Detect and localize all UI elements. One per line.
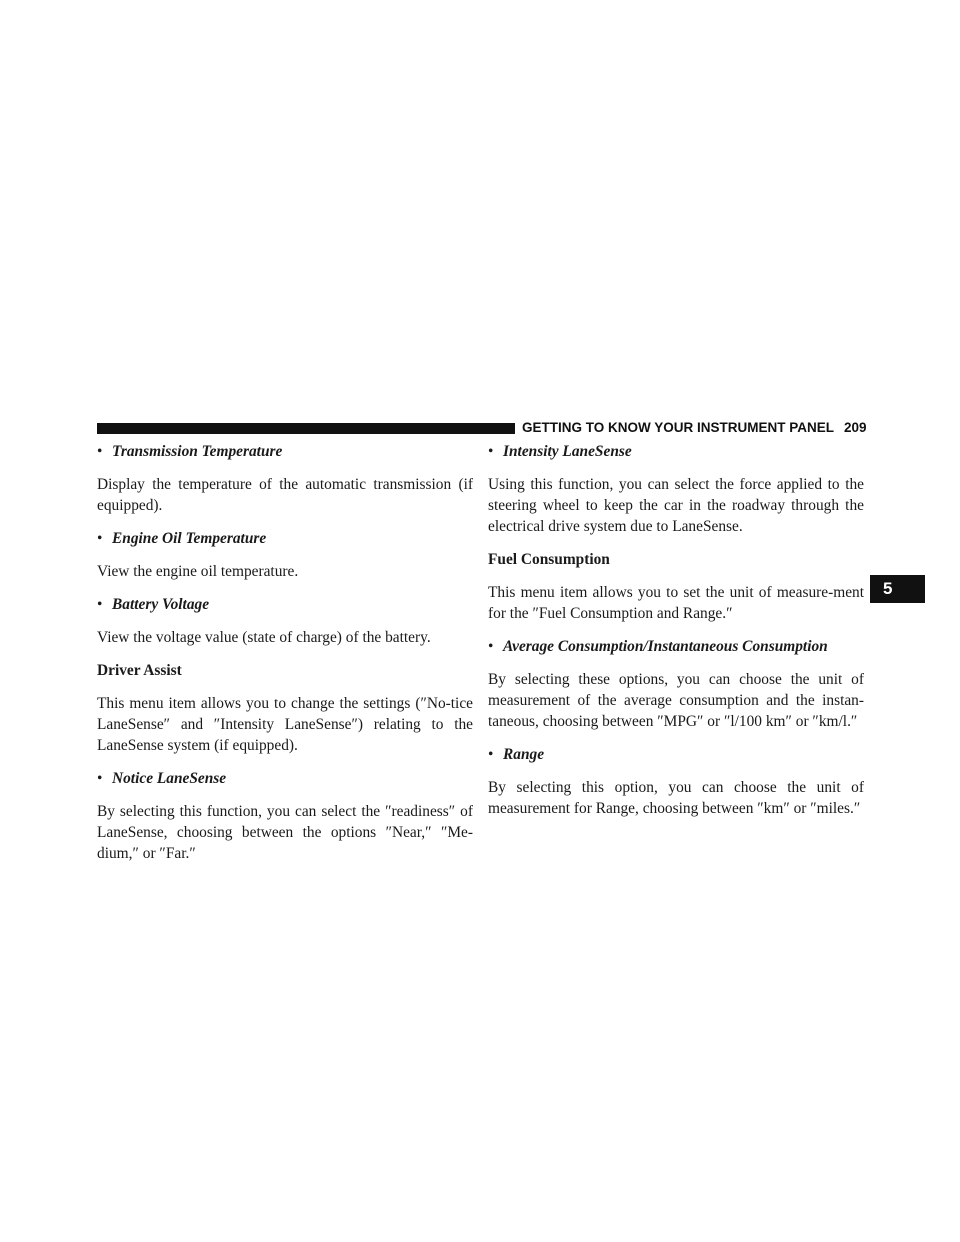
bullet-text: Intensity LaneSense: [503, 443, 632, 460]
header-title: GETTING TO KNOW YOUR INSTRUMENT PANEL: [522, 420, 835, 435]
left-paragraph: By selecting this function, you can select the ″readiness″ of LaneSense, choosing between the options ″Near,″ ″Me-dium,″ or ″Far.″: [97, 803, 473, 862]
running-header: [522, 419, 867, 437]
bullet-dot: •: [488, 746, 494, 763]
left-section-heading: Driver Assist: [97, 662, 182, 679]
right-paragraph: By selecting this option, you can choose the unit of measurement for Range, choosing between ″km″ or ″miles.″: [488, 779, 864, 817]
bullet-dot: •: [488, 638, 494, 655]
header-rule: [97, 423, 515, 434]
bullet-text: Average Consumption/Instantaneous Consumption: [503, 638, 828, 655]
left-bullet-item: [97, 441, 473, 462]
right-bullet-item: [488, 744, 864, 765]
left-paragraph: Display the temperature of the automatic transmission (if equipped).: [97, 476, 473, 514]
bullet-text: Transmission Temperature: [112, 443, 283, 460]
bullet-text: Battery Voltage: [112, 596, 210, 613]
bullet-dot: •: [97, 596, 103, 613]
bullet-dot: •: [97, 443, 103, 460]
left-paragraph: This menu item allows you to change the settings (″No-tice LaneSense″ and ″Intensity LaneSense″) relating to the LaneSense system (if equipped).: [97, 695, 473, 754]
bullet-dot: •: [488, 443, 494, 460]
left-bullet-item: [97, 594, 473, 615]
page-number: 209: [844, 420, 867, 435]
right-column: [488, 441, 864, 831]
chapter-tab: 5: [870, 575, 925, 603]
bullet-text: Notice LaneSense: [112, 770, 227, 787]
bullet-dot: •: [97, 770, 103, 787]
left-bullet-item: [97, 768, 473, 789]
left-bullet-item: [97, 528, 473, 549]
left-paragraph: View the engine oil temperature.: [97, 563, 299, 580]
right-paragraph: Using this function, you can select the force applied to the steering wheel to keep the car in the roadway through the electrical drive system due to LaneSense.: [488, 476, 864, 535]
right-section-heading: Fuel Consumption: [488, 551, 610, 568]
bullet-text: Range: [503, 746, 545, 763]
bullet-dot: •: [97, 530, 103, 547]
left-paragraph: View the voltage value (state of charge) of the battery.: [97, 629, 431, 646]
bullet-text: Engine Oil Temperature: [112, 530, 267, 547]
right-bullet-item: [488, 636, 864, 657]
right-paragraph: This menu item allows you to set the unit of measure-ment for the ″Fuel Consumption and Range.″: [488, 584, 864, 622]
right-paragraph: By selecting these options, you can choose the unit of measurement of the average consumption and the instan-taneous, choosing between ″MPG″ or ″l/100 km″ or ″km/l.″: [488, 671, 864, 730]
left-column: [97, 441, 473, 876]
right-bullet-item: [488, 441, 864, 462]
